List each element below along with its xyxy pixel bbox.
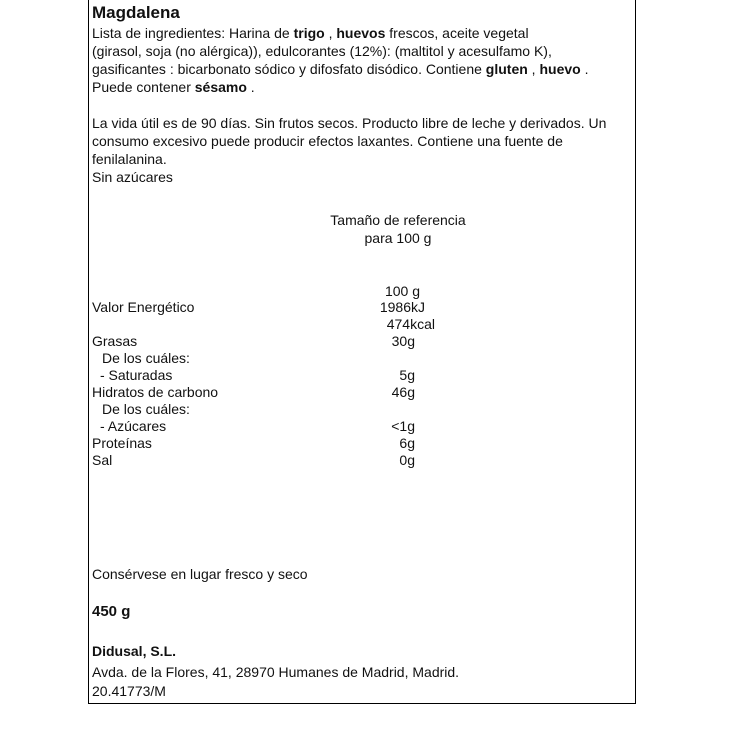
nutrient-sublabel-grasas: De los cuáles: [102,350,190,366]
company-name: Didusal, S.L. [92,643,177,659]
allergen-gluten: gluten [485,61,528,77]
nutrient-label-hidratos: Hidratos de carbono [92,384,219,400]
energy-kcal: 474kcal [386,316,435,332]
product-name: Magdalena [92,3,180,22]
nutrient-label-proteinas: Proteínas [92,435,152,451]
nutrient-value-hidratos: 46g [391,384,415,400]
allergen-huevos: huevos [336,25,386,41]
nutrient-value-saturadas: 5g [399,367,415,383]
nutrient-value-grasas: 30g [391,333,415,349]
info-line-2: consumo excesivo puede producir efectos laxantes. Contiene una fuente de [92,133,563,149]
nutrient-value-azucares: <1g [391,418,415,434]
ingredients-line-3: gasificantes : bicarbonato sódico y difosfato disódico. Contiene gluten , huevo . [92,61,589,77]
ingredients-line-4: Puede contener sésamo . [92,79,255,95]
nutrient-label-grasas: Grasas [92,333,138,349]
energy-label: Valor Energético [92,299,195,315]
allergen-huevo: huevo [539,61,581,77]
ingredients-line-2: (girasol, soja (no alérgica)), edulcorantes (12%): (maltitol y acesulfamo K), [92,43,552,59]
nutrient-label-saturadas: - Saturadas [100,367,173,383]
reference-size-line-2: para 100 g [364,230,432,246]
info-line-3: fenilalanina. [92,151,167,167]
nutrient-label-azucares: - Azúcares [100,418,167,434]
nutrient-label-sal: Sal [92,452,113,468]
nutrient-sublabel-hidratos: De los cuáles: [102,401,190,417]
column-header-100g: 100 g [384,283,420,299]
allergen-trigo: trigo [293,25,325,41]
nutrient-value-sal: 0g [399,452,415,468]
info-line-1: La vida útil es de 90 días. Sin frutos secos. Producto libre de leche y derivados. Un [92,115,607,131]
registry-code: 20.41773/M [92,683,166,699]
nutrient-value-proteinas: 6g [399,435,415,451]
company-address: Avda. de la Flores, 41, 28970 Humanes de Madrid, Madrid. [92,664,460,680]
ingredients-line-1: Lista de ingredientes: Harina de trigo , huevos frescos, aceite vegetal [92,25,529,41]
net-weight: 450 g [92,603,131,620]
allergen-sesamo: sésamo [194,79,247,95]
reference-size-line-1: Tamaño de referencia [330,212,466,228]
storage-instructions: Consérvese en lugar fresco y seco [92,566,308,582]
sugar-free-note: Sin azúcares [92,169,173,185]
energy-kj: 1986kJ [379,299,425,315]
